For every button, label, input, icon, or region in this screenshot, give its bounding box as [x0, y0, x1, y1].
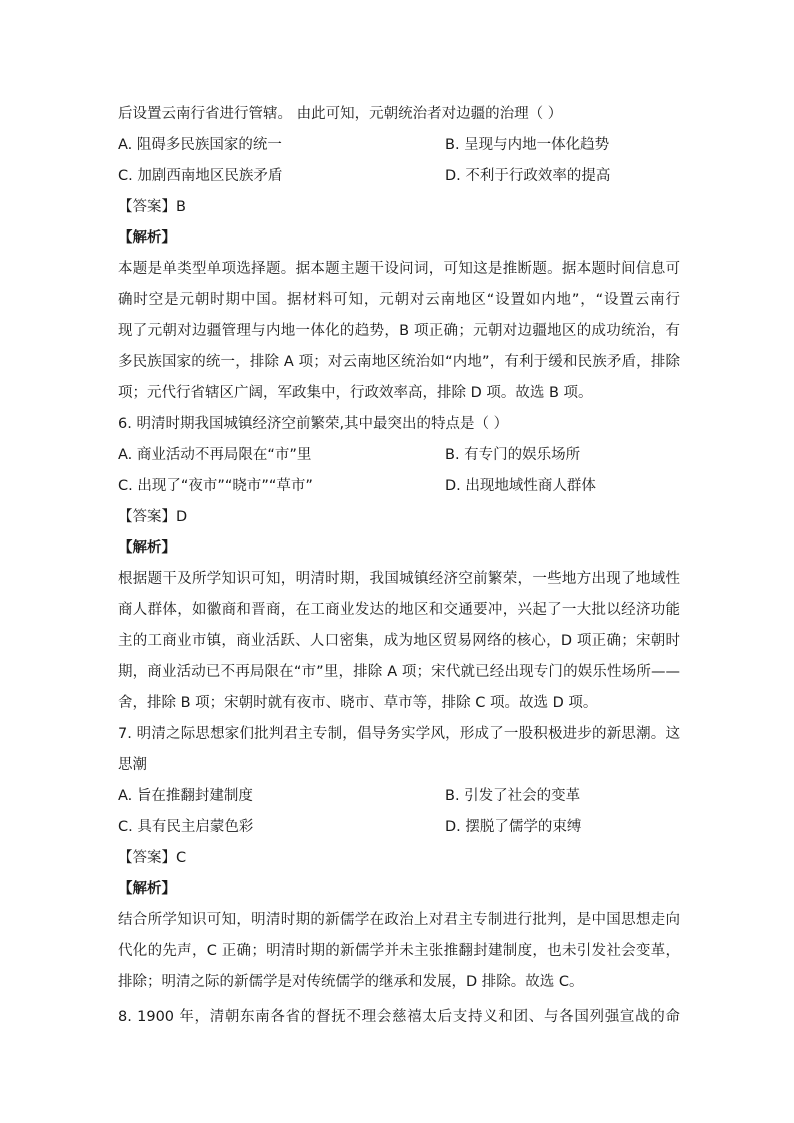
q5-option-c: C. 加剧西南地区民族矛盾 — [118, 168, 283, 184]
q5-answer: 【答案】B — [118, 199, 186, 215]
q7-analysis-line: 结合所学知识可知，明清时期的新儒学在政治上对君主专制进行批判，是中国思想走向 — [118, 912, 680, 928]
q7-analysis-label: 【解析】 — [118, 881, 176, 897]
q6-analysis-line: 期，商业活动已不再局限在“市”里，排除 A 项；宋代就已经出现专门的娱乐性场所—— — [118, 664, 680, 680]
q6-option-b: B. 有专门的娱乐场所 — [445, 447, 581, 463]
q5-analysis-line: 确时空是元朝时期中国。据材料可知，元朝对云南地区“设置如内地”，“设置云南行 — [118, 292, 680, 308]
q6-option-d: D. 出现地域性商人群体 — [445, 478, 596, 494]
q7-analysis-line: 排除；明清之际的新儒学是对传统儒学的继承和发展，D 排除。故选 C。 — [118, 974, 584, 990]
q6-analysis-line: 舍，排除 B 项；宋朝时就有夜市、晓市、草市等，排除 C 项。故选 D 项。 — [118, 695, 598, 711]
q5-option-d: D. 不利于行政效率的提高 — [445, 168, 611, 184]
q6-option-a: A. 商业活动不再局限在“市”里 — [118, 447, 312, 463]
q5-analysis-line: 本题是单类型单项选择题。据本题主题干设问词，可知这是推断题。据本题时间信息可 — [118, 261, 680, 277]
q6-option-c: C. 出现了“夜市”“晓市”“草市” — [118, 478, 313, 494]
q5-stem-tail: 后设置云南行省进行管辖。 由此可知，元朝统治者对边疆的治理（ ） — [118, 106, 563, 122]
q6-analysis-line: 主的工商业市镇，商业活跃、人口密集，成为地区贸易网络的核心，D 项正确；宋朝时 — [118, 633, 680, 649]
q6-analysis-line: 商人群体，如徽商和晋商，在工商业发达的地区和交通要冲，兴起了一大批以经济功能 — [118, 602, 680, 618]
q7-answer: 【答案】C — [118, 850, 187, 866]
q7-option-c: C. 具有民主启蒙色彩 — [118, 819, 254, 835]
q7-stem-cont: 思潮 — [118, 757, 147, 773]
q5-analysis-line: 项；元代行省辖区广阔，军政集中，行政效率高，排除 D 项。故选 B 项。 — [118, 385, 593, 401]
q7-analysis-line: 代化的先声，C 正确；明清时期的新儒学并未主张推翻封建制度，也未引发社会变革， — [118, 943, 680, 959]
q5-analysis-line: 现了元朝对边疆管理与内地一体化的趋势，B 项正确；元朝对边疆地区的成功统治，有 — [118, 323, 680, 339]
q7-option-a: A. 旨在推翻封建制度 — [118, 788, 253, 804]
q6-stem: 6. 明清时期我国城镇经济空前繁荣,其中最突出的特点是（ ） — [118, 416, 509, 432]
q7-option-b: B. 引发了社会的变革 — [445, 788, 581, 804]
q7-option-d: D. 摆脱了儒学的束缚 — [445, 819, 582, 835]
q5-analysis-line: 多民族国家的统一，排除 A 项；对云南地区统治如“内地”，有利于缓和民族矛盾，排除 — [118, 354, 680, 370]
q8-stem-head: 8. 1900 年，清朝东南各省的督抚不理会慈禧太后支持义和团、与各国列强宣战的命 — [118, 1009, 680, 1025]
q6-analysis-line: 根据题干及所学知识可知，明清时期，我国城镇经济空前繁荣，一些地方出现了地域性 — [118, 571, 680, 587]
q6-analysis-label: 【解析】 — [118, 540, 176, 556]
q7-stem: 7. 明清之际思想家们批判君主专制，倡导务实学风，形成了一股积极进步的新思潮。这 — [118, 726, 680, 742]
q5-option-a: A. 阻碍多民族国家的统一 — [118, 137, 282, 153]
q6-answer: 【答案】D — [118, 509, 188, 525]
q5-option-b: B. 呈现与内地一体化趋势 — [445, 137, 610, 153]
q5-analysis-label: 【解析】 — [118, 230, 176, 246]
